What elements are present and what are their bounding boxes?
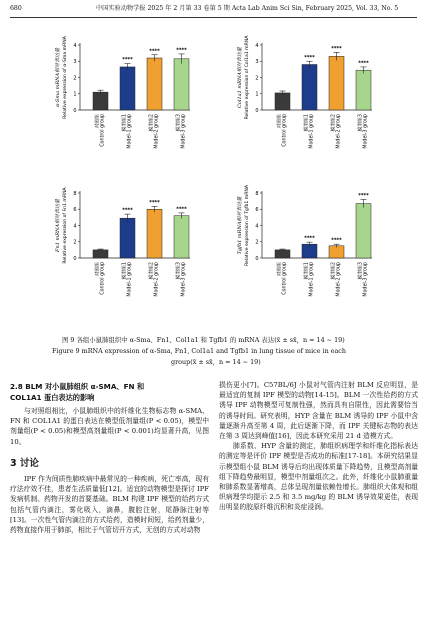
- chart-panel-fn1: [50, 185, 200, 305]
- bar-3: [356, 70, 371, 110]
- significance-label: ****: [304, 235, 315, 242]
- x-tick-label: 模型组1: [304, 262, 310, 280]
- significance-label: ****: [122, 57, 133, 64]
- y-tick-label: 0: [255, 107, 259, 114]
- x-tick-label: Model-1 group: [127, 114, 133, 149]
- bar-2: [329, 56, 344, 110]
- x-tick-label: Model-1 group: [127, 262, 133, 297]
- significance-label: ****: [149, 48, 160, 55]
- y-tick-label: 6: [73, 207, 77, 214]
- y-tick-label: 3: [255, 59, 259, 66]
- y-tick-label: 2: [255, 75, 259, 82]
- y-axis-label-en: Relative expression of α-Sma mRNA: [63, 36, 68, 119]
- y-tick-label: 4: [255, 223, 259, 230]
- chart-panel-asma: [50, 37, 200, 157]
- significance-label: ****: [358, 193, 369, 199]
- x-tick-label: 模型组1: [122, 262, 128, 280]
- x-tick-label: Model-3 group: [181, 262, 187, 297]
- figure-caption-cn: 图 9 各组小鼠肺组织中 α-Sma、Fn1、Col1a1 和 Tgfb1 的 mRNA 表达(x̄ ± sx̄，n = 14 ~ 19): [62, 336, 345, 344]
- y-axis-label-cn: Tgfb1 mRNA相对表达量: [237, 196, 243, 255]
- x-tick-label: Model-2 group: [336, 114, 342, 149]
- page-number: 680: [10, 5, 22, 12]
- significance-label: ****: [176, 206, 187, 213]
- y-tick-label: 1: [255, 91, 259, 98]
- x-tick-label: 对照组: [277, 262, 283, 277]
- bar-0: [275, 250, 290, 258]
- significance-label: ****: [176, 47, 187, 54]
- y-tick-label: 0: [73, 107, 77, 114]
- x-tick-label: Model-1 group: [309, 114, 315, 149]
- x-tick-label: 对照组: [95, 262, 101, 277]
- section-2-8-title-1: 2.8 BLM 对小鼠肺组织 α-SMA、FN 和: [10, 382, 145, 391]
- x-tick-label: 对照组: [277, 114, 283, 129]
- chart-panel-col1a1: [232, 37, 382, 157]
- section-2-8-paragraph: 与对照组相比，小鼠肺组织中的纤维化生物标志物 α-SMA、FN 和 COL1A1 的蛋白表达在模型低剂量组(P < 0.05)，模型中剂量组(P < 0.05)和模型高剂量组(P < 0.001)均显著升高，见图 10。: [10, 407, 209, 446]
- chart-panel-tgfb1: [232, 185, 382, 305]
- bar-2: [147, 58, 162, 110]
- x-tick-label: Model-2 group: [154, 262, 160, 297]
- bar-1: [120, 67, 135, 110]
- significance-label: ****: [331, 237, 342, 244]
- bar-3: [356, 204, 371, 258]
- y-axis-label-cn: Col1a1 mRNA相对表达量: [237, 47, 243, 108]
- x-tick-label: Model-3 group: [363, 114, 369, 149]
- significance-label: ****: [304, 54, 315, 61]
- x-tick-label: 模型组1: [122, 114, 128, 132]
- right-column: [219, 380, 418, 513]
- y-tick-label: 3: [73, 59, 77, 66]
- y-axis-label-cn: Fn1 mRNA相对表达量: [55, 199, 61, 252]
- right-paragraph-2: 肺系数、HYP 含量的测定，肺组织病理学和纤维化指标表达的测定等是评价 IPF 模型是否成功的标准[17-18]。本研究结果显示模型组小鼠 BLM 诱导后均出现体质量下降趋势，且模型高剂量组下降趋势最明显，模型中剂量组次之。此外，纤维化小鼠肺重量和肺系数显著增高，总体呈现剂量依赖性增长。肺组织大体观和组织病理学均提示 2.5 和 3.5 mg/kg 的 BLM 诱导效果更佳，表现出明显的胶原纤维沉积和炎症浸润。: [219, 442, 418, 512]
- bar-1: [120, 218, 135, 258]
- y-tick-label: 2: [73, 75, 77, 82]
- y-tick-label: 2: [255, 239, 259, 246]
- y-axis-label-cn: α-Sma mRNA相对表达量: [55, 47, 61, 108]
- x-tick-label: 模型组2: [149, 262, 155, 280]
- bar-1: [302, 244, 317, 258]
- right-paragraph-1: 损伤更小[7]。C57BL/6J 小鼠对气管内注射 BLM 反应明显，是最适宜的复制 IPF 模型的动物[14-15]。BLM 一次性给药的方式诱导 IPF 动物模型可复制性强，然而具有自限性，因此需要恰当的诱导时间。研究表明，HYP 含量在 BLM 诱导的 IPF 小鼠中含量逐渐升高至第 4 周，此后逐渐下降，而 IPF 关键标志物的表达在第 3 周达到峰值[16]，因此本研究采用 21 d 造模方式。: [219, 381, 418, 441]
- y-tick-label: 8: [73, 190, 77, 197]
- section-3-title: 3 讨论: [10, 458, 39, 469]
- figure-caption-en-2: group(x̄ ± sx̄，n = 14 ~ 19): [171, 358, 261, 366]
- bar-3: [174, 59, 189, 110]
- x-tick-label: 模型组2: [149, 114, 155, 132]
- journal-info: 中国实验动物学报 2025 年 2 月第 33 卷第 5 期 Acta Lab Anim Sci Sin, February 2025, Vol. 33, No. 5: [96, 5, 399, 12]
- y-tick-label: 4: [73, 42, 77, 49]
- y-axis-label-en: Relative expression of Fn1 mRNA: [63, 187, 68, 264]
- bar-0: [93, 250, 108, 258]
- x-tick-label: Model-2 group: [336, 262, 342, 297]
- significance-label: ****: [358, 60, 369, 67]
- y-tick-label: 0: [255, 255, 259, 262]
- y-tick-label: 4: [255, 42, 259, 49]
- x-tick-label: 模型组3: [358, 114, 364, 132]
- x-tick-label: 模型组3: [176, 114, 182, 132]
- x-tick-label: Model-1 group: [309, 262, 315, 297]
- section-2-8-title-2: COL1A1 蛋白表达的影响: [10, 393, 95, 402]
- y-tick-label: 8: [255, 190, 259, 197]
- x-tick-label: 模型组3: [358, 262, 364, 280]
- significance-label: ****: [149, 199, 160, 206]
- x-tick-label: 模型组3: [176, 262, 182, 280]
- section-3-paragraph: IPF 作为间质性肺疾病中最常见的一种疾病，死亡率高，现有疗法疗效不佳，患者生活质量低[12]。适宜的动物模型是探讨 IPF 发病机制、药物开发的首要基础。BLM 构建 IPF 模型的给药方式包括气管内滴注，雾化吸入，滴鼻，腹腔注射，尾静脉注射等[13]。一次性气管内滴注的方式给药，造模时间短，给药剂量少，药物直接作用于肺部，相比于气管切开方式，无创的方式对动物: [10, 475, 209, 535]
- figure-caption-en-1: Figure 9 mRNA expression of α-Sma, Fn1, Col1a1 and Tgfb1 in lung tissue of mice in each: [52, 347, 346, 355]
- significance-label: ****: [122, 207, 133, 214]
- significance-label: ****: [331, 45, 342, 52]
- x-tick-label: 模型组2: [331, 114, 337, 132]
- x-tick-label: Control group: [282, 262, 288, 295]
- running-header: [10, 3, 417, 18]
- x-tick-label: Model-2 group: [154, 114, 160, 149]
- x-tick-label: 模型组2: [331, 262, 337, 280]
- x-tick-label: 模型组1: [304, 114, 310, 132]
- x-tick-label: Control group: [100, 262, 106, 295]
- y-tick-label: 1: [73, 91, 77, 98]
- y-tick-label: 6: [255, 207, 259, 214]
- y-tick-label: 0: [73, 255, 77, 262]
- x-tick-label: Control group: [282, 114, 288, 147]
- section-2-8-body: [10, 406, 209, 447]
- bar-0: [275, 93, 290, 110]
- y-tick-label: 2: [73, 239, 77, 246]
- bar-2: [147, 209, 162, 258]
- section-3-body: [10, 474, 209, 535]
- bar-0: [93, 92, 108, 110]
- bar-1: [302, 65, 317, 111]
- bar-3: [174, 216, 189, 258]
- x-tick-label: Model-3 group: [181, 114, 187, 149]
- x-tick-label: 对照组: [95, 114, 101, 129]
- y-axis-label-en: Relative expression of Tgfb1 mRNA: [245, 185, 250, 266]
- y-axis-label-en: Relative expression of Col1a1 mRNA: [245, 35, 250, 120]
- x-tick-label: Model-3 group: [363, 262, 369, 297]
- bar-2: [329, 246, 344, 258]
- y-tick-label: 4: [73, 223, 77, 230]
- x-tick-label: Control group: [100, 114, 106, 147]
